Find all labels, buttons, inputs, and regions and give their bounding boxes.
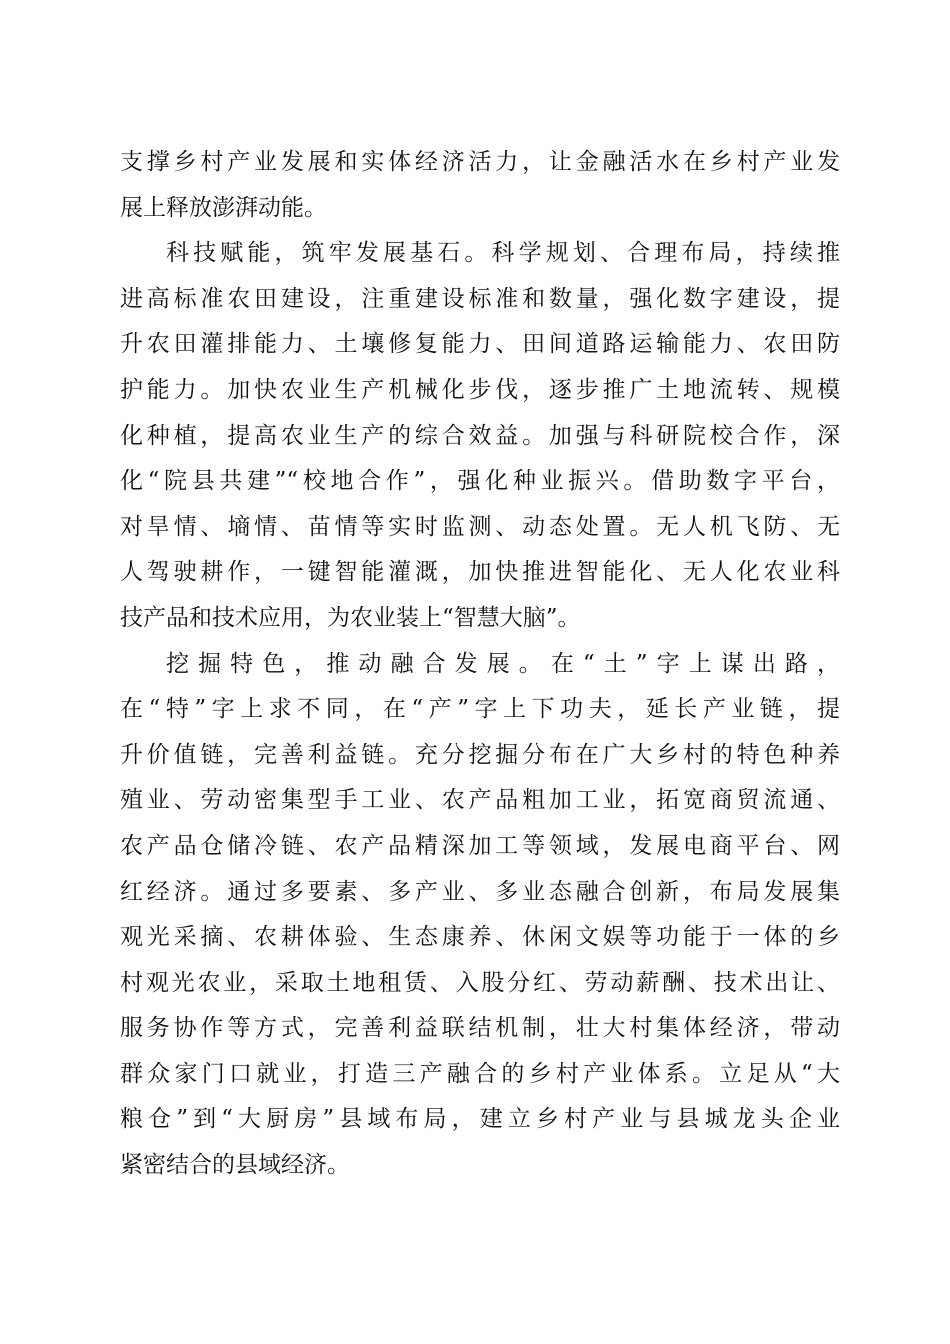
text-line: 升价值链，完善利益链。充分挖掘分布在广大乡村的特色种养 (120, 741, 840, 768)
text-line: 村观光农业，采取土地租赁、入股分红、劳动薪酬、技术出让、 (120, 969, 840, 996)
text-line: 农产品仓储冷链、农产品精深加工等领域，发展电商平台、网 (120, 832, 840, 859)
body-text (120, 140, 840, 1189)
text-line: 服务协作等方式，完善利益联结机制，壮大村集体经济，带动 (120, 1015, 840, 1042)
text-line: 在“特”字上求不同，在“产”字上下功夫，延长产业链，提 (120, 696, 840, 723)
text-line: 技产品和技术应用，为农业装上“智慧大脑”。 (120, 604, 581, 631)
text-line: 对旱情、墒情、苗情等实时监测、动态处置。无人机飞防、无 (120, 513, 840, 540)
text-line: 挖掘特色，推动融合发展。在“土”字上谋出路， (166, 650, 840, 677)
text-line: 升农田灌排能力、土壤修复能力、田间道路运输能力、农田防 (120, 331, 840, 358)
text-line: 化“院县共建”“校地合作”，强化种业振兴。借助数字平台， (120, 468, 840, 495)
text-line: 殖业、劳动密集型手工业、农产品粗加工业，拓宽商贸流通、 (120, 787, 840, 814)
text-line: 化种植，提高农业生产的综合效益。加强与科研院校合作，深 (120, 422, 840, 449)
text-line: 科技赋能，筑牢发展基石。科学规划、合理布局，持续推 (166, 240, 840, 267)
text-line: 粮仓”到“大厨房”县域布局，建立乡村产业与县城龙头企业 (120, 1106, 840, 1133)
text-line: 群众家门口就业，打造三产融合的乡村产业体系。立足从“大 (120, 1060, 840, 1087)
text-line: 红经济。通过多要素、多产业、多业态融合创新，布局发展集 (120, 878, 840, 905)
text-line: 紧密结合的县域经济。 (120, 1152, 350, 1179)
text-line: 护能力。加快农业生产机械化步伐，逐步推广土地流转、规模 (120, 376, 840, 403)
text-line: 支撑乡村产业发展和实体经济活力，让金融活水在乡村产业发 (120, 149, 840, 175)
text-line: 展上释放澎湃动能。 (120, 194, 327, 221)
paragraph-integrated-development (120, 642, 840, 1189)
text-line: 观光采摘、农耕体验、生态康养、休闲文娱等功能于一体的乡 (120, 924, 840, 951)
text-line: 人驾驶耕作，一键智能灌溉，加快推进智能化、无人化农业科 (120, 559, 840, 586)
paragraph-tech-empowerment (120, 231, 840, 641)
text-line: 进高标准农田建设，注重建设标准和数量，强化数字建设，提 (120, 285, 840, 312)
paragraph-finance (120, 140, 840, 231)
